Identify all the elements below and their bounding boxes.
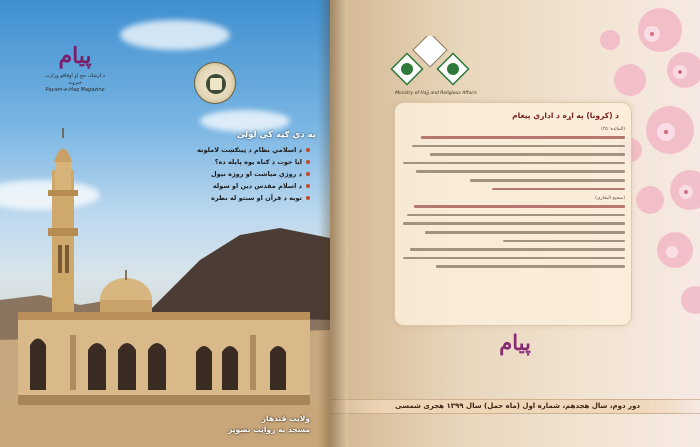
toc-item: د روژې میاشت او روژه نیول	[168, 170, 310, 178]
back-cover	[330, 0, 700, 447]
toc-item: توبه د قرآن او سنتو له نظره	[168, 194, 310, 202]
logo-english-name: Payam-e-Haq Magazine	[45, 87, 105, 93]
caption-line-2: مسجد به روایت تصویر	[228, 425, 310, 434]
table-of-contents	[168, 130, 316, 206]
caption-line-1: ولایت قندهار	[261, 414, 310, 423]
back-logo	[480, 332, 550, 354]
toc-heading: په دې ګڼه کې لولئ	[237, 130, 316, 140]
book-spine	[318, 0, 348, 447]
photo-caption	[228, 413, 310, 435]
logo-subtitle: د ارشاد، حج او اوقافو وزارت خپرونه	[45, 73, 105, 86]
toc-item: د اسلامي نظام د ټینګښت لاملونه	[168, 146, 310, 154]
issue-banner	[330, 399, 700, 414]
toc-item: د اسلام مقدس دین او سوله	[168, 182, 310, 190]
hadith-reference: (صحیح البخاري)	[595, 196, 625, 202]
ministry-logos	[388, 36, 478, 98]
article-title: د (کرونا) په اړه د اداري پیغام	[512, 111, 619, 120]
back-logo-wordmark: پیام	[499, 330, 531, 355]
article-body	[403, 127, 625, 274]
logo-wordmark: پیام	[58, 43, 92, 69]
front-cover	[0, 0, 330, 447]
article-box	[394, 102, 632, 326]
national-emblem-icon	[194, 62, 236, 104]
ministry-caption: Ministry of Hajj and Religious Affairs	[395, 91, 477, 96]
verse-reference: (المائده: ۳۵)	[601, 127, 625, 132]
magazine-logo	[40, 45, 110, 93]
toc-item: ایا حوت د ګناه یوه پایله ده؟	[168, 158, 310, 166]
ministry-emblem-icon	[388, 36, 478, 92]
issue-info: دور دوم، سال هجدهم، شماره اول (ماه حمل) سال ۱۳۹۹ هجری شمسی	[395, 402, 640, 410]
